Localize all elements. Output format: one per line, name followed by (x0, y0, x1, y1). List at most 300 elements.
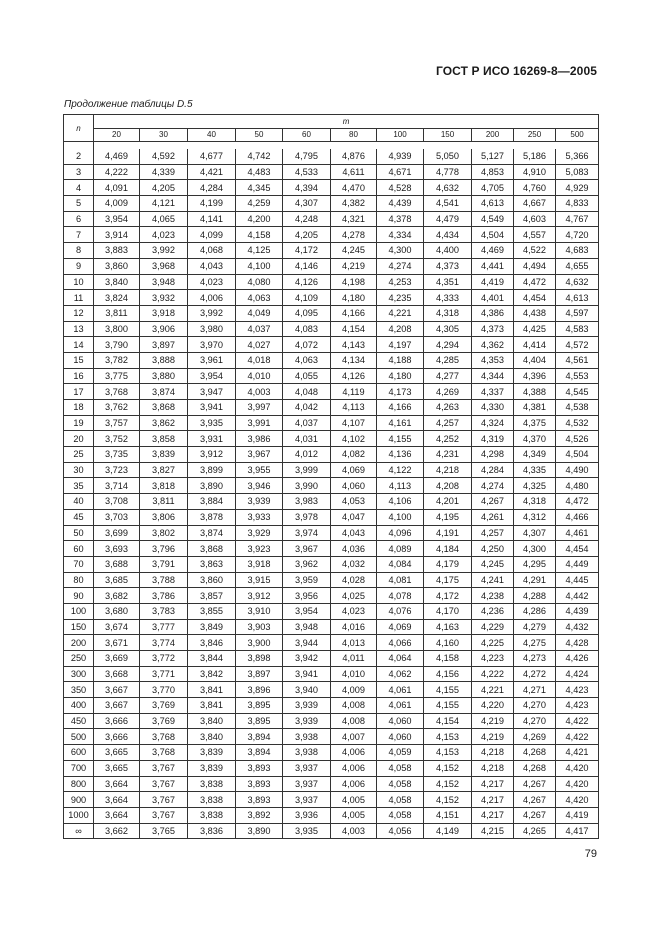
table-cell: 4,270 (514, 713, 556, 729)
row-label-n: 12 (64, 305, 94, 321)
table-cell: 3,888 (140, 352, 188, 368)
table-cell: 4,300 (514, 541, 556, 557)
table-cell: 4,011 (331, 651, 377, 667)
table-cell: 4,522 (514, 243, 556, 259)
table-cell: 4,349 (514, 447, 556, 463)
table-cell: 4,191 (424, 525, 472, 541)
table-cell: 4,220 (472, 698, 514, 714)
row-label-n: 15 (64, 352, 94, 368)
table-cell: 3,762 (94, 400, 140, 416)
table-cell: 4,655 (556, 258, 599, 274)
table-row (64, 729, 599, 745)
table-cell: 4,494 (514, 258, 556, 274)
table-cell: 4,107 (331, 415, 377, 431)
table-cell: 4,720 (556, 227, 599, 243)
table-cell: 4,414 (514, 337, 556, 353)
table-cell: 4,683 (556, 243, 599, 259)
table-cell: 3,800 (94, 321, 140, 337)
table-cell: 4,180 (377, 368, 424, 384)
table-cell: 3,671 (94, 635, 140, 651)
table-cell: 4,333 (424, 290, 472, 306)
row-label-n: 11 (64, 290, 94, 306)
table-cell: 3,769 (140, 713, 188, 729)
row-label-n: 19 (64, 415, 94, 431)
table-cell: 3,768 (140, 729, 188, 745)
table-cell: 4,221 (377, 305, 424, 321)
table-cell: 4,006 (331, 745, 377, 761)
table-cell: 4,295 (514, 556, 556, 572)
table-row (64, 509, 599, 525)
row-label-n: 18 (64, 400, 94, 416)
table-cell: 4,382 (331, 196, 377, 212)
table-row (64, 792, 599, 808)
table-cell: 4,400 (424, 243, 472, 259)
row-label-n: 4 (64, 180, 94, 196)
table-cell: 3,768 (140, 745, 188, 761)
table-cell: 3,665 (94, 760, 140, 776)
table-cell: 3,894 (236, 745, 283, 761)
table-cell: 3,883 (94, 243, 140, 259)
table-cell: 4,271 (514, 682, 556, 698)
table-cell: 4,126 (331, 368, 377, 384)
table-cell: 4,061 (377, 698, 424, 714)
table-cell: 3,735 (94, 447, 140, 463)
table-cell: 3,893 (236, 760, 283, 776)
table-row (64, 290, 599, 306)
table-cell: 3,967 (283, 541, 331, 557)
table-cell: 4,583 (556, 321, 599, 337)
table-cell: 4,319 (472, 431, 514, 447)
table-cell: 4,853 (472, 164, 514, 180)
table-cell: 4,223 (472, 651, 514, 667)
table-cell: 4,483 (236, 164, 283, 180)
table-cell: 4,063 (236, 290, 283, 306)
table-cell: 4,441 (472, 258, 514, 274)
table-cell: 3,914 (94, 227, 140, 243)
table-row (64, 164, 599, 180)
table-cell: 4,201 (424, 494, 472, 510)
table-cell: 4,305 (424, 321, 472, 337)
table-cell: 3,918 (140, 305, 188, 321)
table-cell: 4,611 (331, 164, 377, 180)
table-cell: 3,915 (236, 572, 283, 588)
table-cell: 3,935 (283, 823, 331, 839)
row-label-n: 13 (64, 321, 94, 337)
table-row (64, 478, 599, 494)
table-cell: 4,381 (514, 400, 556, 416)
table-cell: 4,065 (140, 211, 188, 227)
table-cell: 4,671 (377, 164, 424, 180)
table-cell: 4,009 (94, 196, 140, 212)
table-cell: 4,876 (331, 149, 377, 164)
table-cell: 3,937 (283, 776, 331, 792)
table-cell: 4,195 (424, 509, 472, 525)
table-cell: 4,422 (556, 713, 599, 729)
table-cell: 3,818 (140, 478, 188, 494)
table-cell: 4,767 (556, 211, 599, 227)
table-row (64, 447, 599, 463)
table-cell: 4,778 (424, 164, 472, 180)
table-cell: 3,699 (94, 525, 140, 541)
table-cell: 4,096 (377, 525, 424, 541)
table-cell: 3,688 (94, 556, 140, 572)
table-cell: 4,023 (140, 227, 188, 243)
row-label-n: 800 (64, 776, 94, 792)
table-row (64, 196, 599, 212)
table-cell: 4,245 (331, 243, 377, 259)
table-cell: 4,013 (331, 635, 377, 651)
table-cell: 3,939 (283, 713, 331, 729)
column-header: 30 (140, 128, 188, 142)
table-cell: 3,897 (236, 666, 283, 682)
table-cell: 4,335 (514, 462, 556, 478)
table-cell: 4,235 (377, 290, 424, 306)
table-cell: 3,841 (188, 698, 236, 714)
table-cell: 4,149 (424, 823, 472, 839)
table-row (64, 541, 599, 557)
table-cell: 3,666 (94, 729, 140, 745)
table-cell: 4,006 (331, 760, 377, 776)
table-cell: 4,404 (514, 352, 556, 368)
spacer-cell (64, 142, 94, 150)
table-cell: 4,047 (331, 509, 377, 525)
table-cell: 4,100 (236, 258, 283, 274)
table-cell: 4,438 (514, 305, 556, 321)
table-cell: 4,006 (188, 290, 236, 306)
table-cell: 4,058 (377, 760, 424, 776)
table-cell: 3,857 (188, 588, 236, 604)
table-cell: 4,222 (472, 666, 514, 682)
table-cell: 4,284 (472, 462, 514, 478)
table-cell: 4,533 (283, 164, 331, 180)
column-group-header-m: m (94, 115, 599, 129)
row-label-n: 50 (64, 525, 94, 541)
table-cell: 3,992 (140, 243, 188, 259)
table-cell: 4,480 (556, 478, 599, 494)
table-cell: 3,708 (94, 494, 140, 510)
table-cell: 3,767 (140, 807, 188, 823)
column-header: 100 (377, 128, 424, 142)
table-cell: 4,677 (188, 149, 236, 164)
table-cell: 3,999 (283, 462, 331, 478)
table-cell: 4,156 (424, 666, 472, 682)
table-cell: 4,469 (94, 149, 140, 164)
table-cell: 3,786 (140, 588, 188, 604)
table-cell: 4,199 (188, 196, 236, 212)
table-cell: 4,080 (236, 274, 283, 290)
table-cell: 3,880 (140, 368, 188, 384)
table-cell: 4,170 (424, 603, 472, 619)
table-cell: 4,166 (377, 400, 424, 416)
table-cell: 4,419 (472, 274, 514, 290)
table-row (64, 494, 599, 510)
table-cell: 4,388 (514, 384, 556, 400)
table-row (64, 760, 599, 776)
table-cell: 4,188 (377, 352, 424, 368)
table-cell: 4,009 (331, 682, 377, 698)
table-cell: 4,218 (424, 462, 472, 478)
table-cell: 4,062 (377, 666, 424, 682)
table-cell: 4,324 (472, 415, 514, 431)
table-cell: 4,106 (377, 494, 424, 510)
table-cell: 3,839 (140, 447, 188, 463)
table-cell: 4,423 (556, 698, 599, 714)
row-label-n: 5 (64, 196, 94, 212)
table-cell: 4,208 (377, 321, 424, 337)
table-cell: 4,378 (377, 211, 424, 227)
table-cell: 3,838 (188, 776, 236, 792)
table-cell: 3,685 (94, 572, 140, 588)
table-cell: 4,277 (424, 368, 472, 384)
table-cell: 3,939 (236, 494, 283, 510)
table-cell: 4,238 (472, 588, 514, 604)
table-cell: 3,937 (283, 792, 331, 808)
table-cell: 4,217 (472, 776, 514, 792)
table-row (64, 352, 599, 368)
table-cell: 3,827 (140, 462, 188, 478)
table-cell: 4,279 (514, 619, 556, 635)
table-row (64, 682, 599, 698)
table-cell: 4,184 (424, 541, 472, 557)
table-cell: 3,874 (188, 525, 236, 541)
table-cell: 4,632 (556, 274, 599, 290)
row-label-n: 25 (64, 447, 94, 463)
table-cell: 3,912 (236, 588, 283, 604)
table-cell: 4,269 (424, 384, 472, 400)
row-label-n: 35 (64, 478, 94, 494)
table-cell: 4,048 (283, 384, 331, 400)
table-cell: 4,541 (424, 196, 472, 212)
table-cell: 4,208 (424, 478, 472, 494)
row-label-n: 70 (64, 556, 94, 572)
table-cell: 4,267 (514, 807, 556, 823)
table-cell: 3,806 (140, 509, 188, 525)
row-label-n: 80 (64, 572, 94, 588)
document-header: ГОСТ Р ИСО 16269-8—2005 (435, 64, 597, 78)
table-row (64, 651, 599, 667)
row-label-n: 6 (64, 211, 94, 227)
table-cell: 4,072 (283, 337, 331, 353)
data-table (63, 114, 599, 839)
table-cell: 3,802 (140, 525, 188, 541)
row-label-n: 700 (64, 760, 94, 776)
table-row (64, 211, 599, 227)
table-cell: 3,938 (283, 745, 331, 761)
table-cell: 4,219 (472, 729, 514, 745)
table-cell: 4,010 (236, 368, 283, 384)
table-cell: 4,219 (472, 713, 514, 729)
table-cell: 4,549 (472, 211, 514, 227)
table-cell: 4,151 (424, 807, 472, 823)
header-spacer-row (64, 142, 599, 150)
row-label-n: 3 (64, 164, 94, 180)
table-cell: 3,895 (236, 713, 283, 729)
table-cell: 4,267 (514, 776, 556, 792)
table-cell: 3,714 (94, 478, 140, 494)
table-cell: 3,840 (94, 274, 140, 290)
table-cell: 4,421 (556, 745, 599, 761)
table-cell: 3,897 (140, 337, 188, 353)
table-cell: 4,205 (140, 180, 188, 196)
row-label-n: 90 (64, 588, 94, 604)
table-cell: 5,186 (514, 149, 556, 164)
table-cell: 4,166 (331, 305, 377, 321)
table-cell: 3,839 (188, 760, 236, 776)
table-cell: 3,767 (140, 760, 188, 776)
table-cell: 3,874 (140, 384, 188, 400)
table-cell: 4,042 (283, 400, 331, 416)
table-cell: 4,742 (236, 149, 283, 164)
table-cell: 4,141 (188, 211, 236, 227)
row-label-n: 150 (64, 619, 94, 635)
table-cell: 4,229 (472, 619, 514, 635)
table-cell: 3,775 (94, 368, 140, 384)
table-cell: 4,231 (424, 447, 472, 463)
table-cell: 4,597 (556, 305, 599, 321)
table-cell: 4,449 (556, 556, 599, 572)
row-label-n: 60 (64, 541, 94, 557)
table-cell: 3,962 (283, 556, 331, 572)
table-cell: 3,893 (236, 776, 283, 792)
table-cell: 3,669 (94, 651, 140, 667)
table-cell: 4,318 (514, 494, 556, 510)
table-cell: 4,344 (472, 368, 514, 384)
column-header: 40 (188, 128, 236, 142)
table-cell: 3,892 (236, 807, 283, 823)
table-row (64, 619, 599, 635)
row-label-n: 17 (64, 384, 94, 400)
table-cell: 3,903 (236, 619, 283, 635)
table-cell: 3,991 (236, 415, 283, 431)
table-cell: 3,703 (94, 509, 140, 525)
table-cell: 5,083 (556, 164, 599, 180)
table-cell: 4,036 (331, 541, 377, 557)
table-cell: 4,027 (236, 337, 283, 353)
table-cell: 3,942 (283, 651, 331, 667)
table-cell: 3,948 (283, 619, 331, 635)
table-cell: 4,442 (556, 588, 599, 604)
table-cell: 4,300 (377, 243, 424, 259)
table-cell: 4,538 (556, 400, 599, 416)
table-cell: 4,469 (472, 243, 514, 259)
table-cell: 3,868 (140, 400, 188, 416)
table-cell: 3,941 (188, 400, 236, 416)
table-cell: 4,439 (377, 196, 424, 212)
table-cell: 3,783 (140, 603, 188, 619)
table-cell: 4,060 (377, 713, 424, 729)
table-row (64, 823, 599, 839)
table-cell: 3,777 (140, 619, 188, 635)
table-cell: 4,428 (556, 635, 599, 651)
table-cell: 3,967 (236, 447, 283, 463)
table-cell: 3,938 (283, 729, 331, 745)
table-row (64, 776, 599, 792)
table-cell: 4,172 (424, 588, 472, 604)
table-cell: 3,954 (94, 211, 140, 227)
table-cell: 3,941 (283, 666, 331, 682)
table-cell: 4,023 (188, 274, 236, 290)
table-cell: 4,528 (377, 180, 424, 196)
table-cell: 4,003 (236, 384, 283, 400)
table-cell: 4,126 (283, 274, 331, 290)
row-label-n: 2 (64, 149, 94, 164)
table-cell: 4,386 (472, 305, 514, 321)
table-cell: 4,055 (283, 368, 331, 384)
table-cell: 4,084 (377, 556, 424, 572)
table-cell: 4,504 (472, 227, 514, 243)
table-cell: 3,954 (188, 368, 236, 384)
row-label-n: 500 (64, 729, 94, 745)
table-cell: 4,426 (556, 651, 599, 667)
table-cell: 3,893 (236, 792, 283, 808)
table-cell: 4,291 (514, 572, 556, 588)
table-cell: 3,767 (140, 776, 188, 792)
table-cell: 4,134 (331, 352, 377, 368)
table-cell: 4,225 (472, 635, 514, 651)
table-cell: 4,274 (377, 258, 424, 274)
table-cell: 3,824 (94, 290, 140, 306)
table-cell: 4,122 (377, 462, 424, 478)
table-cell: 4,082 (331, 447, 377, 463)
table-cell: 3,890 (236, 823, 283, 839)
table-cell: 4,061 (377, 682, 424, 698)
table-row (64, 525, 599, 541)
table-cell: 3,769 (140, 698, 188, 714)
table-cell: 3,767 (140, 792, 188, 808)
table-cell: 4,007 (331, 729, 377, 745)
table-cell: 3,846 (188, 635, 236, 651)
table-cell: 3,788 (140, 572, 188, 588)
table-cell: 4,307 (283, 196, 331, 212)
table-cell: 4,066 (377, 635, 424, 651)
table-cell: 3,774 (140, 635, 188, 651)
table-cell: 4,445 (556, 572, 599, 588)
table-cell: 4,375 (514, 415, 556, 431)
table-cell: 3,841 (188, 682, 236, 698)
table-cell: 4,461 (556, 525, 599, 541)
table-cell: 3,895 (236, 698, 283, 714)
table-cell: 4,267 (472, 494, 514, 510)
table-cell: 4,420 (556, 760, 599, 776)
table-body (64, 149, 599, 839)
table-cell: 3,923 (236, 541, 283, 557)
table-cell: 4,018 (236, 352, 283, 368)
table-cell: 4,278 (331, 227, 377, 243)
row-label-n: 8 (64, 243, 94, 259)
table-cell: 4,031 (283, 431, 331, 447)
table-cell: 5,127 (472, 149, 514, 164)
table-cell: 3,772 (140, 651, 188, 667)
table-cell: 4,100 (377, 509, 424, 525)
table-cell: 4,163 (424, 619, 472, 635)
table-cell: 4,330 (472, 400, 514, 416)
table-cell: 4,037 (283, 415, 331, 431)
table-cell: 3,811 (140, 494, 188, 510)
table-cell: 3,961 (188, 352, 236, 368)
table-cell: 4,504 (556, 447, 599, 463)
table-row (64, 258, 599, 274)
table-cell: 3,898 (236, 651, 283, 667)
table-cell: 3,937 (283, 760, 331, 776)
table-cell: 4,173 (377, 384, 424, 400)
table-cell: 4,294 (424, 337, 472, 353)
table-cell: 4,058 (377, 792, 424, 808)
table-cell: 4,058 (377, 776, 424, 792)
table-cell: 4,125 (236, 243, 283, 259)
row-label-n: 30 (64, 462, 94, 478)
table-cell: 4,078 (377, 588, 424, 604)
table-cell: 4,060 (377, 729, 424, 745)
